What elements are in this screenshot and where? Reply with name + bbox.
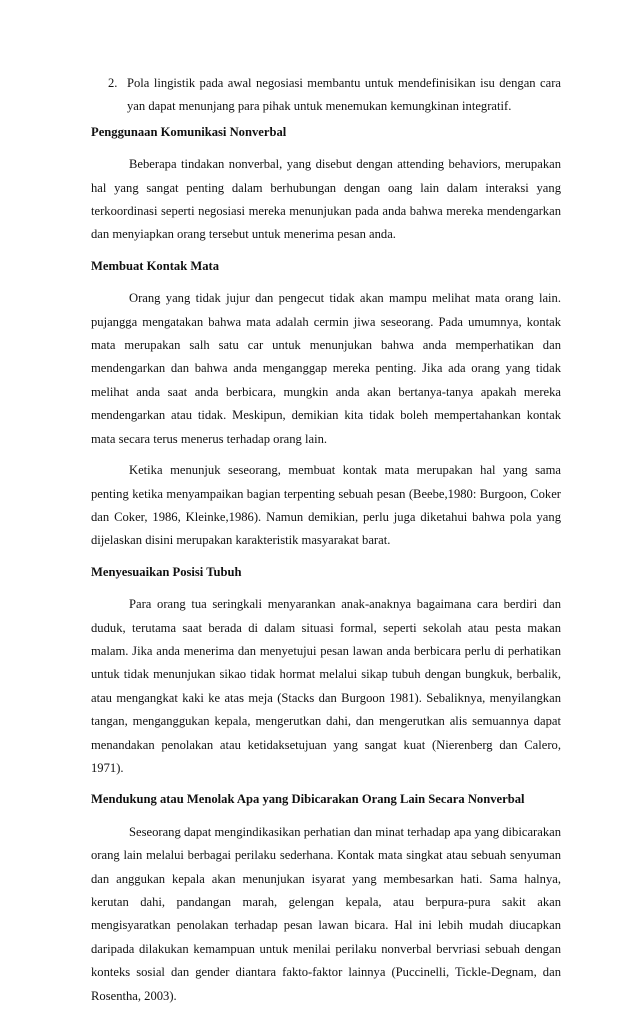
paragraph: Ketika menunjuk seseorang, membuat kontak mata merupakan hal yang sama penting ketika menyampaikan bagian terpenting sebuah pesan (Beebe,1980: Burgoon, Coker dan Coker, 1986, Kleinke,1986). Namun demikian, perlu juga diketahui bahwa pola yang dijelaskan disini merupakan karakteristik masyarakat barat. (91, 463, 561, 548)
paragraph: Orang yang tidak jujur dan pengecut tidak akan mampu melihat mata orang lain. pujangga mengatakan bahwa mata adalah cermin jiwa seseorang. Pada umumnya, kontak mata merupakan salh satu car untuk menunjukan bahwa anda memperhatikan dan mendengarkan dan bahwa anda menganggap mereka penting. Jika ada orang yang tidak melihat anda saat anda berbicara, mungkin anda akan bertanya-tanya apakah mereka mendengarkan atau tidak. Meskipun, demikian kita tidak boleh mempertahankan kontak mata secara terus menerus terhadap orang lain. (91, 291, 561, 446)
section-heading-body-position: Menyesuaikan Posisi Tubuh (91, 564, 242, 579)
paragraph: Beberapa tindakan nonverbal, yang disebut dengan attending behaviors, merupakan hal yang sangat penting dalam berhubungan dengan oang lain dalam interaksi yang terkoordinasi seperti negosiasi mereka menunjukan pada anda bahwa mereka mendengarkan dan menyiapkan orang tersebut untuk menerima pesan anda. (91, 157, 561, 242)
section-heading-eye-contact: Membuat Kontak Mata (91, 258, 220, 273)
list-item (91, 72, 561, 119)
section-heading-nonverbal: Penggunaan Komunikasi Nonverbal (91, 124, 287, 139)
paragraph: Seseorang dapat mengindikasikan perhatian dan minat terhadap apa yang dibicarakan orang lain melalui berbagai perilaku sederhana. Kontak mata singkat atau sebuah senyuman dan anggukan kepala akan menunjukan isyarat yang membesarkan hati. Sama halnya, kerutan dahi, pandangan marah, gelengan kepala, atau berpura-pura sakit akan mengisyaratkan penolakan terhadap pesan lawan bicara. Hal ini lebih mudah diucapkan daripada dilakukan kemampuan untuk menilai perilaku nonverbal bervriasi sebuah dengan konteks sosial dan gender diantara fakto-faktor lainnya (Puccinelli, Tickle-Degnam, dan Rosentha, 2003). (91, 824, 561, 1003)
document-page (91, 72, 561, 1016)
list-number: 2. (108, 76, 118, 90)
paragraph: Para orang tua seringkali menyarankan anak-anaknya bagaimana cara berdiri dan duduk, terutama saat berada di dalam situasi formal, seperti sekolah atau pesta makan malam. Jika anda menerima dan menyetujui pesan lawan anda berbicara perlu di perhatikan untuk tidak menunjukan sikao tidak hormat melalui sikap tubuh dengan bungkuk, berbalik, atau mengangkat kaki ke atas meja (Stacks dan Burgoon 1981). Sebaliknya, menyilangkan tangan, menganggukan kepala, mengerutkan dahi, dan mengerutkan alis semuannya dapat menandakan penolakan atau ketidaksetujuan yang sangat kuat (Nierenberg dan Calero, 1971). (91, 597, 561, 775)
section-heading-support-nonverbal: Mendukung atau Menolak Apa yang Dibicarakan Orang Lain Secara Nonverbal (91, 792, 525, 807)
list-item-text: Pola lingistik pada awal negosiasi membantu untuk mendefinisikan isu dengan cara yan dapat menunjang para pihak untuk menemukan kemungkinan integratif. (127, 76, 561, 114)
